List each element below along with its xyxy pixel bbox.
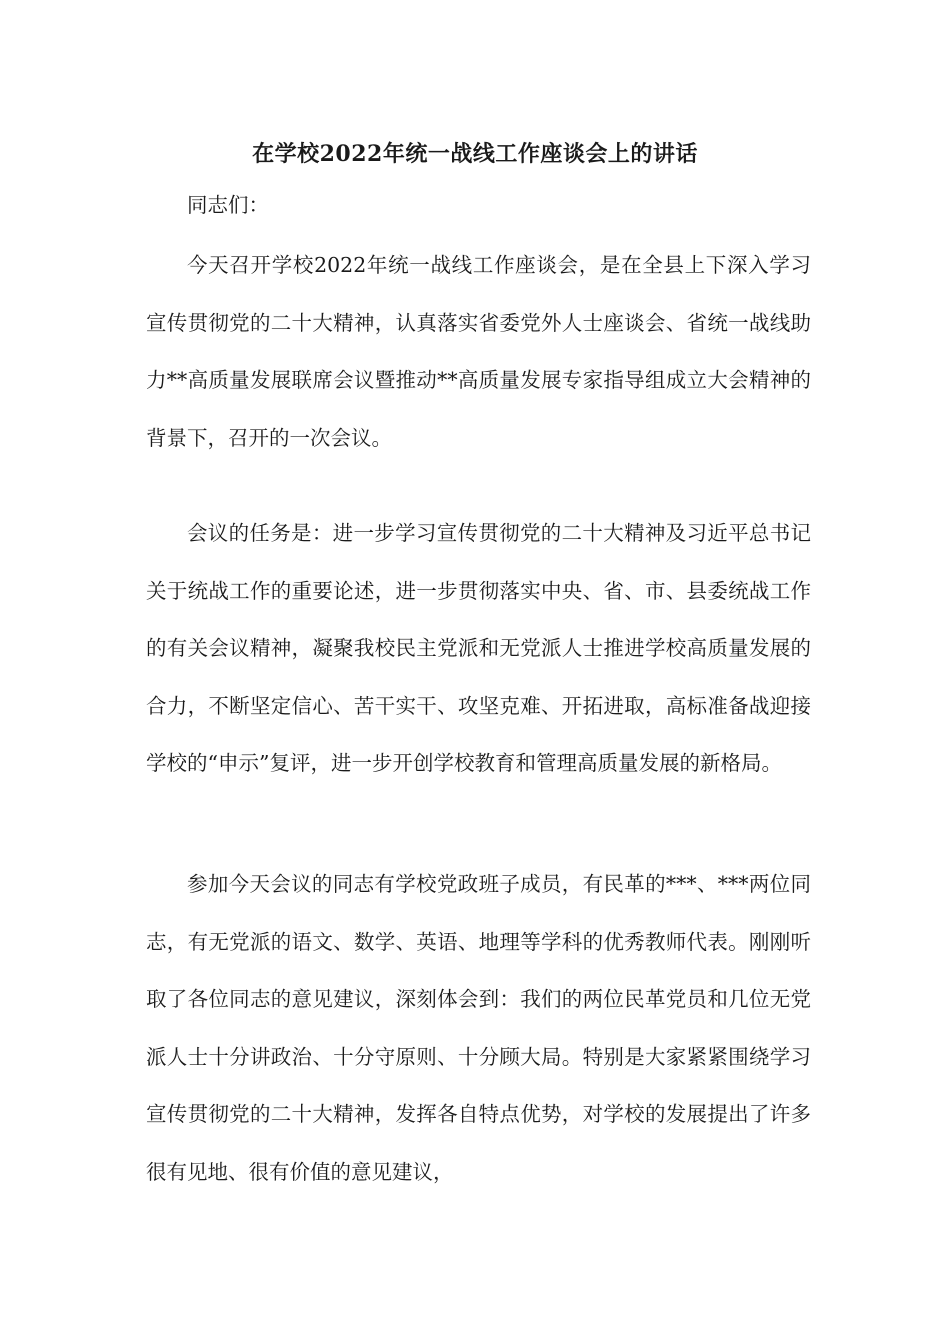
paragraph-2: 会议的任务是：进一步学习宣传贯彻党的二十大精神及习近平总书记关于统战工作的重要论述，进一步贯彻落实中央、省、市、县委统战工作的有关会议精神，凝聚我校民主党派和无党派人士推进学校高质量发展的合力，不断坚定信心、苦干实干、攻坚克难、开拓进取，高标准备战迎接学校的“申示”复评，进一步开创学校教育和管理高质量发展的新格局。 (146, 521, 811, 775)
document-title: 在学校2022年统一战线工作座谈会上的讲话 (252, 141, 698, 167)
salutation: 同志们： (187, 193, 269, 217)
paragraph-3: 参加今天会议的同志有学校党政班子成员，有民革的***、***两位同志，有无党派的语文、数学、英语、地理等学科的优秀教师代表。刚刚听取了各位同志的意见建议，深刻体会到：我们的两位民革党员和几位无党派人士十分讲政治、十分守原则、十分顾大局。特别是大家紧紧围绕学习宣传贯彻党的二十大精神，发挥各自特点优势，对学校的发展提出了许多很有见地、很有价值的意见建议， (146, 872, 811, 1184)
paragraph-1: 今天召开学校2022年统一战线工作座谈会，是在全县上下深入学习宣传贯彻党的二十大精神，认真落实省委党外人士座谈会、省统一战线助力**高质量发展联席会议暨推动**高质量发展专家指导组成立大会精神的背景下，召开的一次会议。 (146, 253, 811, 450)
